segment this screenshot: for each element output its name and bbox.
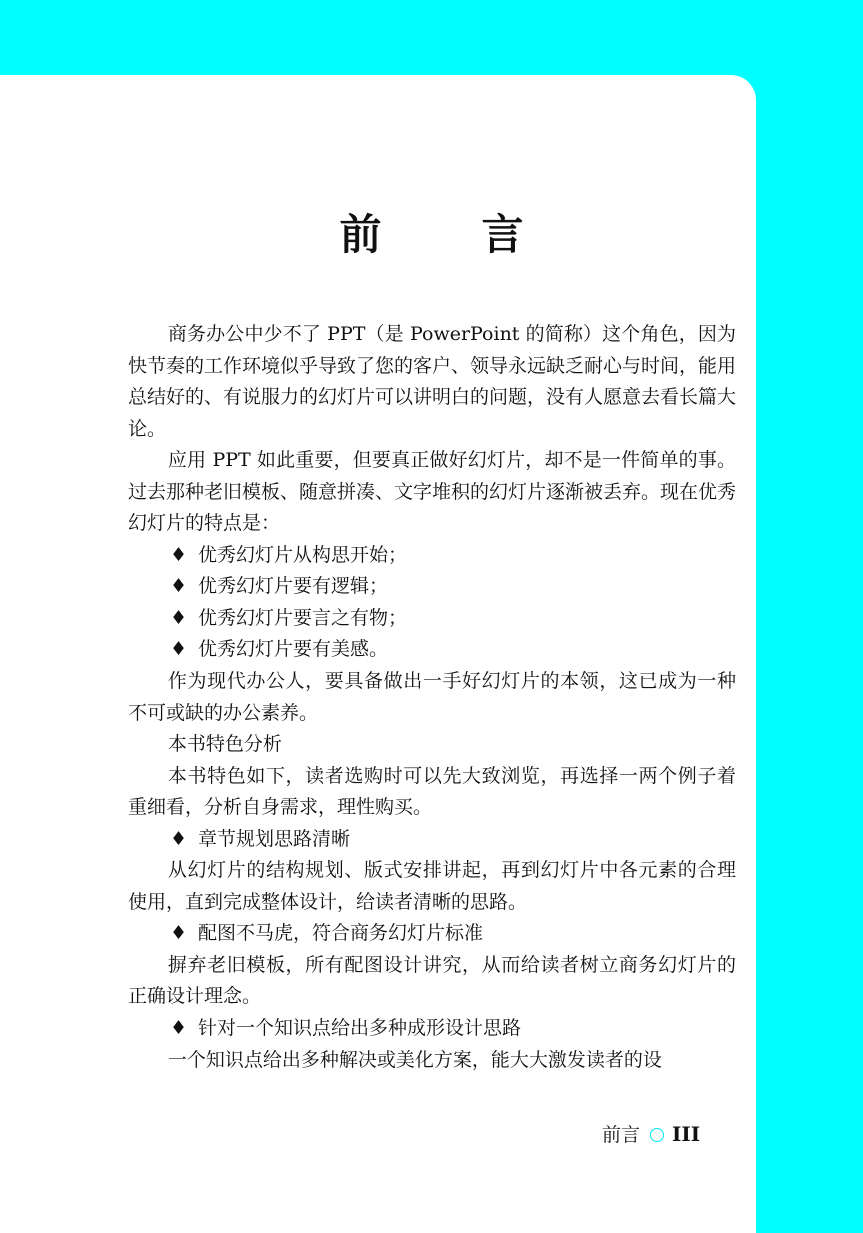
preface-body <box>128 319 736 1076</box>
footer-section-label: 前言 <box>602 1124 641 1146</box>
bullet-text: 优秀幻灯片从构思开始； <box>198 543 408 566</box>
bullet-text: 优秀幻灯片要有逻辑； <box>198 575 389 598</box>
bullet-item <box>128 634 736 666</box>
bullet-item <box>128 540 736 572</box>
right-accent-band <box>756 0 863 1233</box>
page-corner-curve <box>731 75 756 100</box>
title-char-2: 言 <box>481 210 524 259</box>
paragraph: 作为现代办公人，要具备做出一手好幻灯片的本领，这已成为一种不可或缺的办公素养。 <box>128 670 736 724</box>
bullet-item <box>128 603 736 635</box>
page-title <box>0 205 863 265</box>
paragraph: 应用 PPT 如此重要，但要真正做好幻灯片，却不是一件简单的事。过去那种老旧模板、随意拼凑、文字堆积的幻灯片逐渐被丢弃。现在优秀幻灯片的特点是： <box>128 449 737 535</box>
bullet-item <box>128 1013 736 1045</box>
bullet-item <box>128 824 736 856</box>
bullet-text: 优秀幻灯片要有美感。 <box>198 638 389 661</box>
diamond-bullet-icon: ♦ <box>170 1017 188 1040</box>
bullet-text: 章节规划思路清晰 <box>198 827 351 850</box>
bullet-text: 优秀幻灯片要言之有物； <box>198 606 408 629</box>
page-footer <box>602 1120 700 1148</box>
diamond-bullet-icon: ♦ <box>170 606 188 629</box>
diamond-bullet-icon: ♦ <box>170 827 188 850</box>
circle-separator-icon <box>650 1128 664 1142</box>
paragraph: 商务办公中少不了 PPT（是 PowerPoint 的简称）这个角色，因为快节奏的工作环境似乎导致了您的客户、领导永远缺乏耐心与时间，能用总结好的、有说服力的幻灯片可以讲明白的问题，没有人愿意去看长篇大论。 <box>128 323 737 440</box>
diamond-bullet-icon: ♦ <box>170 575 188 598</box>
diamond-bullet-icon: ♦ <box>170 638 188 661</box>
page-number: III <box>672 1122 701 1146</box>
bullet-text: 针对一个知识点给出多种成形设计思路 <box>198 1017 522 1040</box>
paragraph: 本书特色如下，读者选购时可以先大致浏览，再选择一两个例子着重细看，分析自身需求，理性购买。 <box>128 764 736 819</box>
section-heading: 本书特色分析 <box>167 733 282 756</box>
bullet-item <box>128 918 736 950</box>
diamond-bullet-icon: ♦ <box>170 543 188 566</box>
paragraph: 一个知识点给出多种解决或美化方案，能大大激发读者的设 <box>167 1048 662 1071</box>
title-char-1: 前 <box>339 210 382 259</box>
bullet-text: 配图不马虎，符合商务幻灯片标准 <box>198 922 484 945</box>
paragraph: 摒弃老旧模板，所有配图设计讲究，从而给读者树立商务幻灯片的正确设计理念。 <box>128 953 736 1008</box>
diamond-bullet-icon: ♦ <box>170 922 188 945</box>
top-accent-band <box>0 0 863 75</box>
bullet-item <box>128 571 736 603</box>
paragraph: 从幻灯片的结构规划、版式安排讲起，再到幻灯片中各元素的合理使用，直到完成整体设计，给读者清晰的思路。 <box>128 859 736 913</box>
